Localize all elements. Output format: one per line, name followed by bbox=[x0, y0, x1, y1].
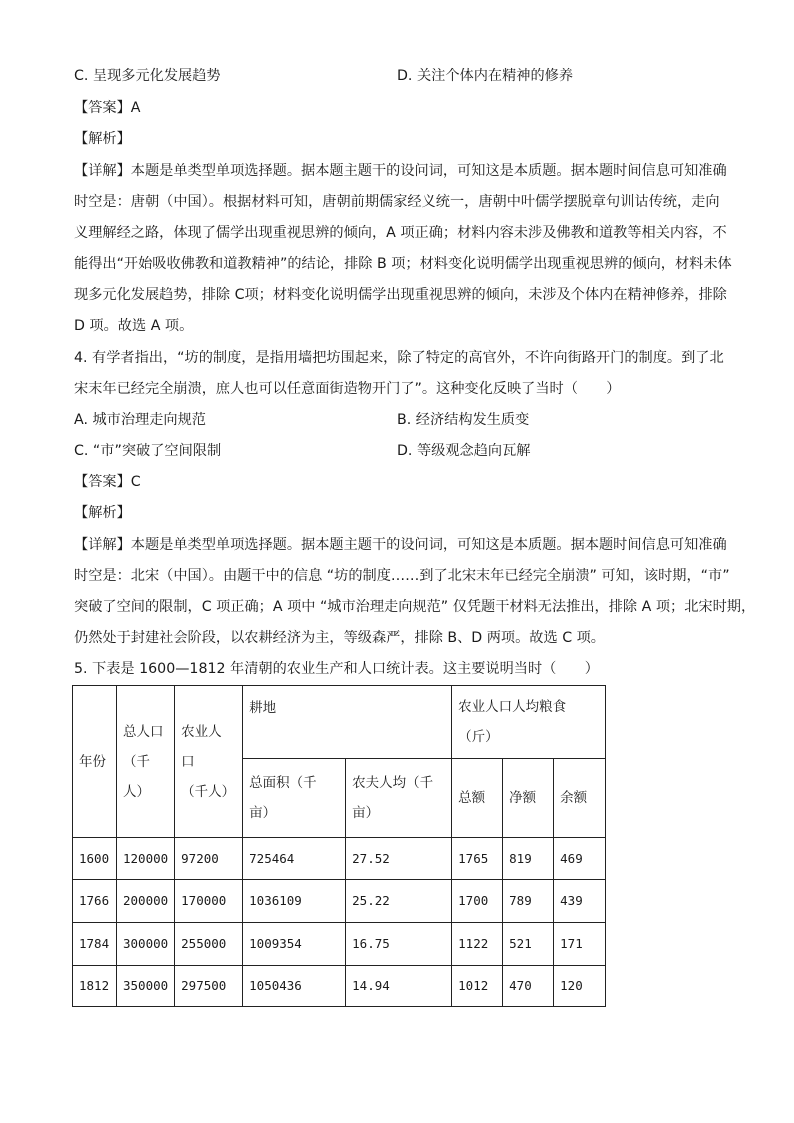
table-cell: 120000 bbox=[117, 838, 175, 880]
table-cell: 25.22 bbox=[346, 880, 452, 923]
table-cell: 789 bbox=[503, 880, 554, 923]
q4-option-d: D. 等级观念趋向瓦解 bbox=[397, 443, 531, 459]
table-cell: 1012 bbox=[452, 966, 503, 1007]
q3-detail-line: D 项。故选 A 项。 bbox=[74, 318, 194, 334]
q4-stem-line: 4. 有学者指出，“坊的制度，是指用墙把坊围起来，除了特定的高官外，不许向街路开门的制度。到了北 bbox=[74, 350, 724, 366]
table-cell: 1784 bbox=[73, 923, 117, 966]
header-surplus: 余额 bbox=[554, 759, 606, 838]
table-cell: 255000 bbox=[175, 923, 243, 966]
header-text: 农夫人均（千 bbox=[352, 775, 434, 791]
q4-stem-line: 宋末年已经完全崩溃，庶人也可以任意面街造物开门了”。这种变化反映了当时（ ） bbox=[74, 381, 621, 397]
table-cell: 439 bbox=[554, 880, 606, 923]
q4-option-b: B. 经济结构发生质变 bbox=[397, 412, 530, 428]
table-cell: 350000 bbox=[117, 966, 175, 1007]
table-cell: 14.94 bbox=[346, 966, 452, 1007]
header-text: 口 bbox=[181, 753, 195, 770]
header-text: 农业人 bbox=[181, 723, 222, 740]
header-farmland: 耕地 bbox=[243, 686, 452, 759]
q4-detail-line: 突破了空间的限制，C 项正确；A 项中 “城市治理走向规范” 仅凭题干材料无法推出，排除 A 项；北宋时期， bbox=[74, 599, 756, 615]
table-cell: 171 bbox=[554, 923, 606, 966]
q3-analysis-label: 【解析】 bbox=[74, 131, 131, 147]
table-row bbox=[73, 880, 606, 923]
q5-stem: 5. 下表是 1600—1812 年清朝的农业生产和人口统计表。这主要说明当时（ ） bbox=[74, 661, 599, 677]
q4-option-a: A. 城市治理走向规范 bbox=[74, 412, 206, 428]
header-text: 总人口 bbox=[123, 723, 164, 740]
table-cell: 200000 bbox=[117, 880, 175, 923]
table-cell: 1812 bbox=[73, 966, 117, 1007]
table-cell: 1050436 bbox=[243, 966, 346, 1007]
table-cell: 469 bbox=[554, 838, 606, 880]
table-cell: 297500 bbox=[175, 966, 243, 1007]
table-cell: 1036109 bbox=[243, 880, 346, 923]
q3-option-c: C. 呈现多元化发展趋势 bbox=[74, 68, 221, 84]
q3-detail-line: 时空是：唐朝（中国）。根据材料可知，唐朝前期儒家经义统一，唐朝中叶儒学摆脱章句训诂传统，走向 bbox=[74, 194, 720, 210]
table-cell: 819 bbox=[503, 838, 554, 880]
header-year: 年份 bbox=[73, 686, 117, 838]
q3-detail-line: 【详解】本题是单类型单项选择题。据本题主题干的设问词，可知这是本质题。据本题时间信息可知准确 bbox=[74, 163, 727, 179]
header-grain-per-capita bbox=[452, 686, 606, 759]
table-cell: 1600 bbox=[73, 838, 117, 880]
header-total-area bbox=[243, 759, 346, 838]
q3-detail-line: 义理解经之路，体现了儒学出现重视思辨的倾向，A 项正确；材料内容未涉及佛教和道教等相关内容，不 bbox=[74, 225, 727, 241]
statistics-table bbox=[72, 685, 606, 1007]
q4-detail-line: 仍然处于封建社会阶段，以农耕经济为主，等级森严，排除 B、D 两项。故选 C 项。 bbox=[74, 630, 605, 646]
header-text: （千人） bbox=[123, 753, 150, 800]
table-cell: 1700 bbox=[452, 880, 503, 923]
table-cell: 27.52 bbox=[346, 838, 452, 880]
q4-answer: 【答案】C bbox=[74, 474, 141, 490]
q3-option-d: D. 关注个体内在精神的修养 bbox=[397, 68, 574, 84]
q4-analysis-label: 【解析】 bbox=[74, 505, 131, 521]
header-text: （千人） bbox=[181, 783, 236, 800]
table-cell: 521 bbox=[503, 923, 554, 966]
header-text: 亩） bbox=[352, 805, 380, 821]
table-row bbox=[73, 838, 606, 880]
table-cell: 470 bbox=[503, 966, 554, 1007]
table-row bbox=[73, 966, 606, 1007]
header-text: 亩） bbox=[249, 805, 277, 821]
table-cell: 1766 bbox=[73, 880, 117, 923]
q4-option-c: C. “市”突破了空间限制 bbox=[74, 443, 222, 459]
header-farmer-per-capita bbox=[346, 759, 452, 838]
q4-detail-line: 【详解】本题是单类型单项选择题。据本题主题干的设问词，可知这是本质题。据本题时间信息可知准确 bbox=[74, 537, 727, 553]
header-text: 总面积（千 bbox=[249, 775, 317, 791]
q3-answer: 【答案】A bbox=[74, 100, 141, 116]
table-cell: 1009354 bbox=[243, 923, 346, 966]
table-cell: 1122 bbox=[452, 923, 503, 966]
table-cell: 725464 bbox=[243, 838, 346, 880]
header-text: （斤） bbox=[458, 729, 499, 745]
table-cell: 1765 bbox=[452, 838, 503, 880]
table-cell: 120 bbox=[554, 966, 606, 1007]
header-total-population bbox=[117, 686, 175, 838]
header-text: 农业人口人均粮食 bbox=[458, 699, 567, 715]
q3-detail-line: 能得出“开始吸收佛教和道教精神”的结论，排除 B 项；材料变化说明儒学出现重视思辨的倾向，材料未体 bbox=[74, 256, 732, 272]
header-gross: 总额 bbox=[452, 759, 503, 838]
table-cell: 97200 bbox=[175, 838, 243, 880]
table-cell: 300000 bbox=[117, 923, 175, 966]
table-header-row bbox=[73, 686, 606, 759]
q4-detail-line: 时空是：北宋（中国）。由题干中的信息 “坊的制度……到了北宋末年已经完全崩溃” 可知，该时期，“市” bbox=[74, 568, 730, 584]
table-cell: 16.75 bbox=[346, 923, 452, 966]
table-row bbox=[73, 923, 606, 966]
header-agri-population bbox=[175, 686, 243, 838]
header-net: 净额 bbox=[503, 759, 554, 838]
table-cell: 170000 bbox=[175, 880, 243, 923]
q3-detail-line: 现多元化发展趋势，排除 C项；材料变化说明儒学出现重视思辨的倾向，未涉及个体内在精神修养，排除 bbox=[74, 287, 727, 303]
